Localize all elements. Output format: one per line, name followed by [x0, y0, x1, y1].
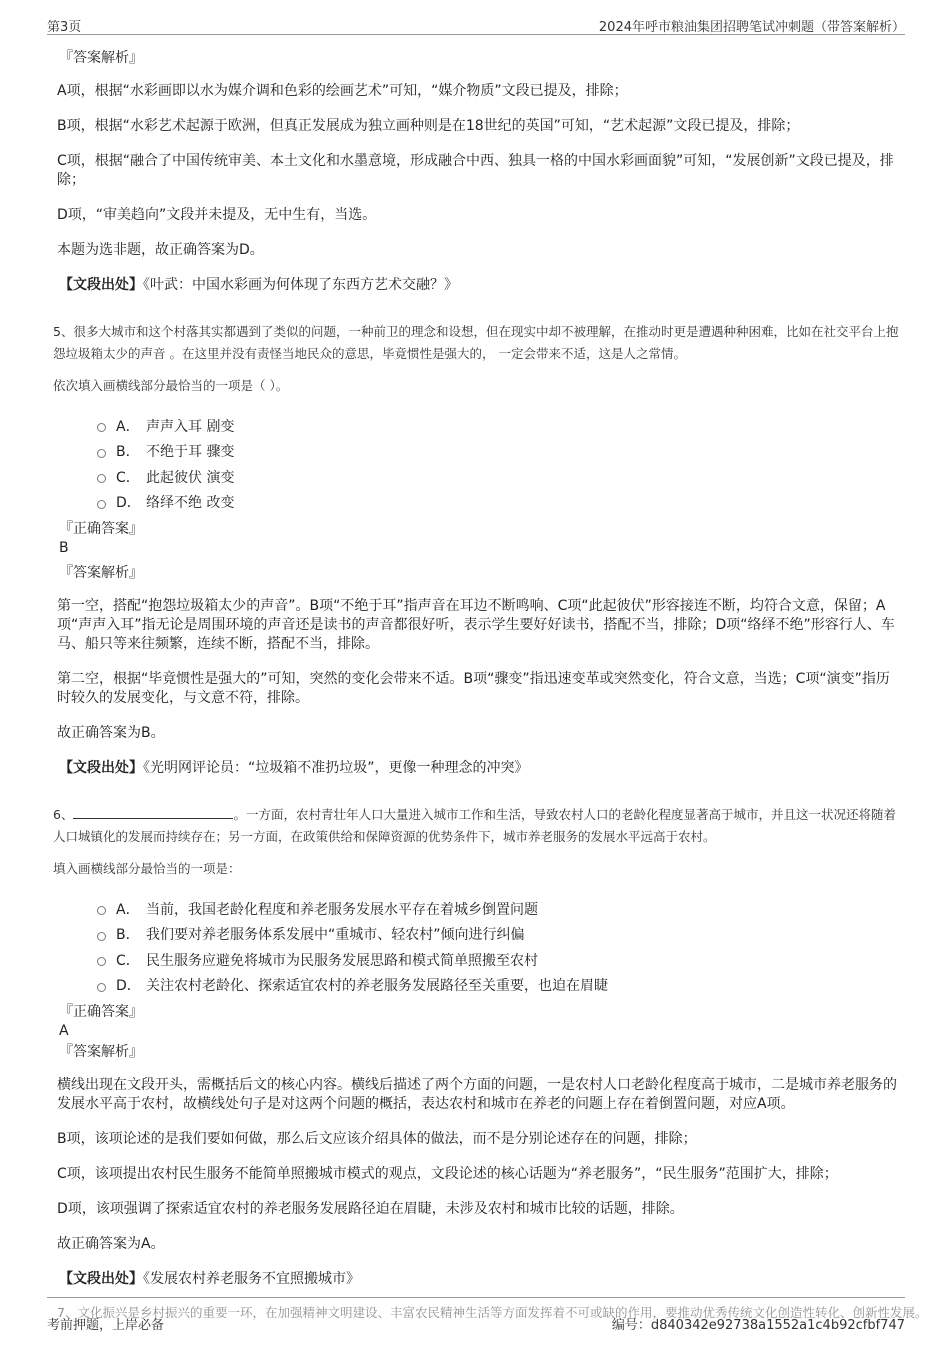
q6-source-text: 《发展农村养老服务不宜照搬城市》: [143, 1271, 360, 1287]
next-question-cut: 7、文化振兴是乡村振兴的重要一环，在加强精神文明建设、丰富农民精神生活等方面发挥着不可或缺的作用，要推动优秀传统文化创造性转化、创新性发展。: [57, 1305, 928, 1320]
q5-analysis-conclusion: 故正确答案为B。: [57, 725, 165, 741]
q6-answer: A: [59, 1023, 69, 1039]
q5-options: [97, 413, 900, 515]
document-title: 2024年呼市粮油集团招聘笔试冲刺题（带答案解析）: [598, 20, 905, 35]
radio-icon[interactable]: [97, 906, 106, 915]
q5-analysis-label: 『答案解析』: [59, 565, 143, 581]
q6-stem: [53, 804, 900, 848]
radio-icon[interactable]: [97, 474, 106, 483]
page-header: [47, 14, 905, 35]
radio-icon[interactable]: [97, 983, 106, 992]
q4-analysis-conclusion: 本题为选非题，故正确答案为D。: [57, 242, 264, 258]
radio-icon[interactable]: [97, 932, 106, 941]
q4-source-text: 《叶武：中国水彩画为何体现了东西方艺术交融？》: [143, 277, 458, 293]
q5-source-text: 《光明网评论员：“垃圾箱不准扔垃圾”，更像一种理念的冲突》: [143, 760, 529, 776]
q5-prompt: 依次填入画横线部分最恰当的一项是（ ）。: [53, 378, 289, 393]
q5-option-b[interactable]: B． 不绝于耳 骤变: [97, 439, 900, 465]
q6-option-c[interactable]: C． 民生服务应避免将城市为民服务发展思路和模式简单照搬至农村: [97, 947, 900, 973]
q6-answer-label: 『正确答案』: [59, 1004, 143, 1020]
q6-analysis-1: 横线出现在文段开头，需概括后文的核心内容。横线后描述了两个方面的问题，一是农村人口老龄化程度高于城市，二是城市养老服务的发展水平高于农村，故横线处句子是对这两个问题的概括，表达农村和城市在养老的问题上存在着倒置问题，对应A项。: [57, 1077, 897, 1112]
q6-option-a[interactable]: A． 当前，我国老龄化程度和养老服务发展水平存在着城乡倒置问题: [97, 896, 900, 922]
radio-icon[interactable]: [97, 449, 106, 458]
q4-source: [59, 276, 900, 295]
q4-source-label: 【文段出处】: [59, 277, 143, 293]
q5-option-c[interactable]: C． 此起彼伏 演变: [97, 464, 900, 490]
page-number: 第3页: [47, 20, 82, 35]
q4-analysis-b: B项，根据“水彩艺术起源于欧洲，但真正发展成为独立画种则是在18世纪的英国”可知，“艺术起源”文段已提及，排除；: [57, 118, 800, 134]
answer-blank: [73, 806, 233, 819]
q6-number: 6、: [53, 807, 74, 822]
q5-answer: B: [59, 540, 69, 556]
q6-source-label: 【文段出处】: [59, 1271, 143, 1287]
q6-source: [59, 1270, 900, 1289]
q6-analysis-d: D项，该项强调了探索适宜农村的养老服务发展路径迫在眉睫，未涉及农村和城市比较的话题，排除。: [57, 1201, 684, 1217]
q6-option-d[interactable]: D． 关注农村老龄化、探索适宜农村的养老服务发展路径至关重要，也迫在眉睫: [97, 973, 900, 999]
q5-source-label: 【文段出处】: [59, 760, 143, 776]
q4-analysis-a: A项，根据“水彩画即以水为媒介调和色彩的绘画艺术”可知，“媒介物质”文段已提及，排除；: [57, 83, 628, 99]
page-content: [53, 44, 928, 1320]
radio-icon[interactable]: [97, 957, 106, 966]
q5-option-d[interactable]: D． 络绎不绝 改变: [97, 490, 900, 516]
radio-icon[interactable]: [97, 423, 106, 432]
q5-option-a[interactable]: A． 声声入耳 剧变: [97, 413, 900, 439]
q6-options: [97, 896, 900, 998]
radio-icon[interactable]: [97, 500, 106, 509]
q5-analysis-2: 第二空，根据“毕竟惯性是强大的”可知，突然的变化会带来不适。B项“骤变”指迅速变革或突然变化，符合文意，当选；C项“演变”指历时较久的发展变化，与文意不符，排除。: [57, 671, 890, 706]
q6-option-b[interactable]: B． 我们要对养老服务体系发展中“重城市、轻农村”倾向进行纠偏: [97, 922, 900, 948]
page-footer: [47, 1297, 928, 1333]
q5-stem: 5、很多大城市和这个村落其实都遇到了类似的问题，一种前卫的理念和设想，但在现实中却不被理解，在推动时更是遭遇种种困难，比如在社交平台上抱怨垃圾箱太少的声音 。在这里并没有责怪当地民众的意思，毕竟惯性是强大的， 一定会带来不适，这是人之常情。: [53, 324, 899, 361]
q6-analysis-label: 『答案解析』: [59, 1044, 143, 1060]
document-id: 编号：d840342e92738a1552a1c4b92cfbf747: [611, 1318, 905, 1333]
q4-analysis-c: C项，根据“融合了中国传统审美、本土文化和水墨意境，形成融合中西、独具一格的中国水彩画面貌”可知，“发展创新”文段已提及，排除；: [57, 153, 894, 188]
footer-slogan: 考前押题，上岸必备: [47, 1318, 165, 1333]
q6-analysis-conclusion: 故正确答案为A。: [57, 1236, 165, 1252]
q6-analysis-c: C项，该项提出农村民生服务不能简单照搬城市模式的观点，文段论述的核心话题为“养老服务”，“民生服务”范围扩大，排除；: [57, 1166, 838, 1182]
q5-analysis-1: 第一空，搭配“抱怨垃圾箱太少的声音”。B项“不绝于耳”指声音在耳边不断鸣响、C项“此起彼伏”形容接连不断，均符合文意，保留；A项“声声入耳”指无论是周围环境的声音还是读书的声音都很好听，表示学生要好好读书，搭配不当，排除；D项“络绎不绝”形容行人、车马、船只等来往频繁，连续不断，搭配不当，排除。: [57, 598, 895, 652]
q5-answer-label: 『正确答案』: [59, 521, 143, 537]
q5-source: [59, 759, 900, 778]
q6-analysis-b: B项，该项论述的是我们要如何做，那么后文应该介绍具体的做法，而不是分别论述存在的问题，排除；: [57, 1131, 697, 1147]
q6-prompt: 填入画横线部分最恰当的一项是：: [53, 861, 241, 876]
q6-stem-text: 。一方面，农村青壮年人口大量进入城市工作和生活，导致农村人口的老龄化程度显著高于城市，并且这一状况还将随着人口城镇化的发展而持续存在；另一方面，在政策供给和保障资源的优势条件下，城市养老服务的发展水平远高于农村。: [53, 807, 896, 844]
q4-analysis-label: 『答案解析』: [59, 50, 143, 66]
q4-analysis-d: D项，“审美趋向”文段并未提及，无中生有，当选。: [57, 207, 377, 223]
